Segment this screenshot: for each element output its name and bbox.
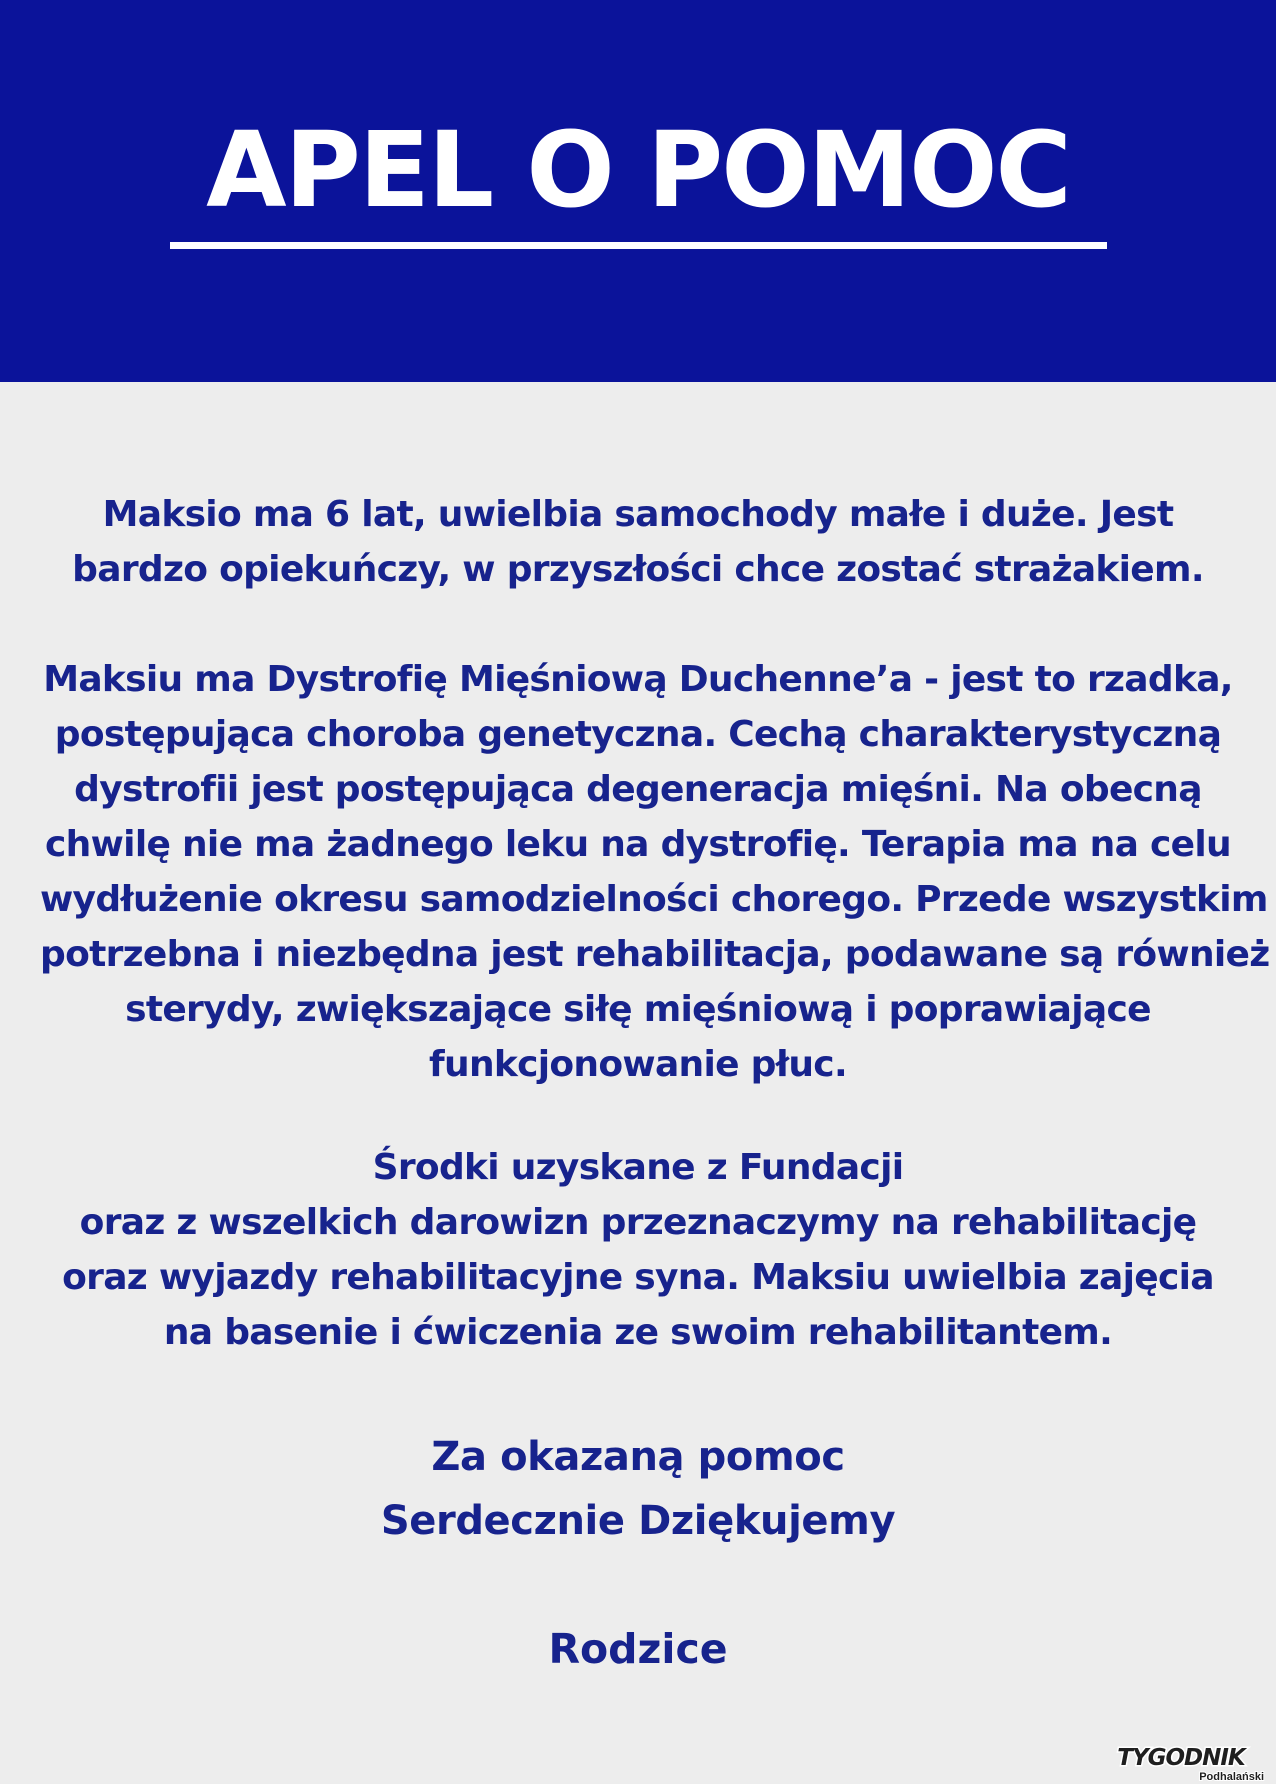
paragraph-line: chwilę nie ma żadnego leku na dystrofię. Terapia ma na celu (45, 824, 1231, 865)
paragraph-line: sterydy, zwiększające siłę mięśniową i poprawiające (125, 989, 1151, 1030)
paragraph-line: oraz wyjazdy rehabilitacyjne syna. Maksiu uwielbia zajęcia (62, 1257, 1214, 1298)
tygodnik-podhalanski-logo (1090, 1736, 1272, 1784)
paragraph-line: oraz z wszelkich darowizn przeznaczymy na rehabilitację (79, 1202, 1197, 1243)
logo-brand-text: TYGODNIK (1117, 1745, 1245, 1771)
page-title: APEL O POMOC (206, 109, 1070, 231)
paragraph-line: Maksiu ma Dystrofię Mięśniową Duchenne’a - jest to rzadka, (43, 659, 1233, 700)
title-underline (170, 242, 1107, 249)
paragraph-about-funds (40, 1140, 1236, 1360)
paragraph-line: na basenie i ćwiczenia ze swoim rehabilitantem. (163, 1312, 1113, 1353)
paragraph-line: funkcjonowanie płuc. (429, 1044, 847, 1085)
header-banner (0, 0, 1276, 382)
paragraph-about-maksio (40, 487, 1236, 597)
paragraph-line: potrzebna i niezbędna jest rehabilitacja, podawane są również (40, 934, 1270, 975)
paragraph-line: Maksio ma 6 lat, uwielbia samochody małe i duże. Jest (102, 494, 1174, 535)
paragraph-about-disease (40, 652, 1270, 1092)
paragraph-line: postępująca choroba genetyczna. Cechą charakterystyczną (54, 714, 1222, 755)
paragraph-line: dystrofii jest postępująca degeneracja mięśni. Na obecną (74, 769, 1202, 810)
thanks-line-1: Za okazaną pomoc (431, 1434, 845, 1480)
paragraph-line: Środki uzyskane z Fundacji (372, 1147, 904, 1188)
paragraph-line: bardzo opiekuńczy, w przyszłości chce zostać strażakiem. (72, 549, 1204, 590)
paragraph-line: wydłużenie okresu samodzielności chorego. Przede wszystkim (40, 879, 1268, 920)
logo-sub-text: Podhalański (1199, 1771, 1264, 1783)
signature: Rodzice (548, 1625, 728, 1673)
thanks-line-2: Serdecznie Dziękujemy (380, 1498, 896, 1544)
thanks-block (0, 1425, 1276, 1553)
